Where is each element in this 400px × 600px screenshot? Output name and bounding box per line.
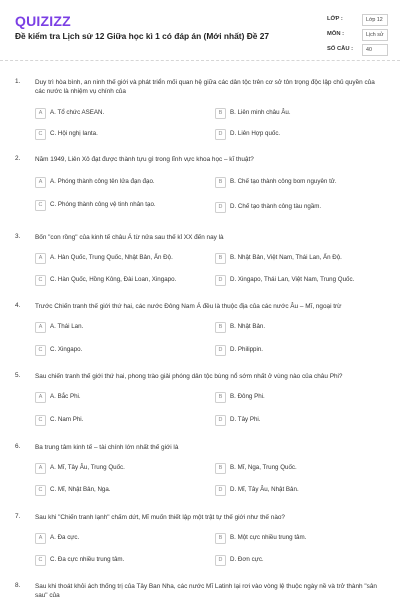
- option-text: C. Mĩ, Nhật Bản, Nga.: [50, 486, 111, 493]
- question-number: 6.: [15, 443, 21, 450]
- question-text: Sau khi "Chiến tranh lạnh" chấm dứt, Mĩ muốn thiết lập một trật tự thế giới như thế nào?: [35, 514, 285, 521]
- option-letter: B: [215, 463, 226, 474]
- option-text: D. Đơn cực.: [230, 556, 264, 563]
- meta-value-question-count: 40: [362, 44, 388, 56]
- option-text: D. Mĩ, Tây Âu, Nhật Bản.: [230, 486, 299, 493]
- meta-row-subject: [327, 29, 389, 44]
- option-letter: A: [35, 177, 46, 188]
- option-letter: A: [35, 533, 46, 544]
- meta-row-question-count: [327, 44, 389, 59]
- question-number: 7.: [15, 513, 21, 520]
- meta-label-class: LỚP :: [327, 16, 343, 22]
- question-text: Trước Chiến tranh thế giới thứ hai, các nước Đông Nam Á đều là thuộc địa của các nước Âu – Mĩ, ngoại trừ: [35, 303, 342, 310]
- option-letter: B: [215, 533, 226, 544]
- option-text: C. Xingapo.: [50, 346, 83, 353]
- meta-value-class: Lớp 12: [362, 14, 388, 26]
- option-text: B. Liên minh châu Âu.: [230, 109, 291, 116]
- option-text: B. Một cực nhiều trung tâm.: [230, 534, 307, 541]
- option-letter: C: [35, 275, 46, 286]
- question-number: 2.: [15, 155, 21, 162]
- option-letter: B: [215, 322, 226, 333]
- option-letter: C: [35, 200, 46, 211]
- option-letter: C: [35, 129, 46, 140]
- option-text: D. Chế tạo thành công tàu ngầm.: [230, 203, 322, 210]
- question-text: Năm 1949, Liên Xô đạt được thành tựu gì trong lĩnh vực khoa học – kĩ thuật?: [35, 156, 254, 163]
- option-letter: A: [35, 253, 46, 264]
- worksheet-meta: [327, 14, 389, 59]
- question-number: 5.: [15, 372, 21, 379]
- option-text: C. Phóng thành công vệ tinh nhân tạo.: [50, 201, 156, 208]
- question-text: Sau khi thoát khỏi ách thống trị của Tây Ban Nha, các nước Mĩ Latinh lại rơi vào vòng lệ thuộc ngày nề và trở thành "sân sau" của: [35, 583, 377, 599]
- option-text: A. Bắc Phi.: [50, 393, 81, 400]
- option-text: A. Thái Lan.: [50, 323, 84, 330]
- option-text: A. Mĩ, Tây Âu, Trung Quốc.: [50, 464, 125, 471]
- quizizz-logo: QUIZIZZ: [15, 13, 71, 29]
- question-text: Ba trung tâm kinh tế – tài chính lớn nhất thế giới là: [35, 444, 179, 451]
- option-text: D. Liên Hợp quốc.: [230, 130, 281, 137]
- question-number: 8.: [15, 582, 21, 589]
- meta-label-subject: MÔN :: [327, 31, 345, 37]
- option-letter: D: [215, 202, 226, 213]
- option-letter: D: [215, 275, 226, 286]
- option-letter: C: [35, 485, 46, 496]
- option-text: D. Tây Phi.: [230, 416, 261, 423]
- meta-row-class: [327, 14, 389, 29]
- option-letter: B: [215, 392, 226, 403]
- option-letter: C: [35, 415, 46, 426]
- option-letter: D: [215, 415, 226, 426]
- option-text: B. Mĩ, Nga, Trung Quốc.: [230, 464, 297, 471]
- meta-label-question-count: SỐ CÂU :: [327, 46, 354, 52]
- option-text: C. Nam Phi.: [50, 416, 84, 423]
- option-letter: C: [35, 345, 46, 356]
- option-text: B. Chế tạo thành công bom nguyên tử.: [230, 178, 337, 185]
- option-text: C. Hàn Quốc, Hồng Kông, Đài Loan, Xingapo.: [50, 276, 177, 283]
- option-text: C. Đa cực nhiều trung tâm.: [50, 556, 125, 563]
- option-letter: B: [215, 253, 226, 264]
- option-text: B. Đông Phi.: [230, 393, 265, 400]
- option-letter: A: [35, 463, 46, 474]
- header-divider: [0, 60, 400, 61]
- option-letter: D: [215, 555, 226, 566]
- option-letter: A: [35, 108, 46, 119]
- option-text: A. Tổ chức ASEAN.: [50, 109, 105, 116]
- option-letter: D: [215, 485, 226, 496]
- question-number: 4.: [15, 302, 21, 309]
- option-letter: A: [35, 392, 46, 403]
- option-text: A. Đa cực.: [50, 534, 80, 541]
- option-text: B. Nhật Bản, Việt Nam, Thái Lan, Ấn Độ.: [230, 254, 342, 261]
- option-text: D. Xingapo, Thái Lan, Việt Nam, Trung Quốc.: [230, 276, 355, 283]
- option-text: B. Nhật Bản.: [230, 323, 266, 330]
- option-text: A. Hàn Quốc, Trung Quốc, Nhật Bản, Ấn Độ.: [50, 254, 173, 261]
- option-text: C. Hội nghị Ianta.: [50, 130, 98, 137]
- option-text: D. Philippin.: [230, 346, 264, 353]
- option-letter: A: [35, 322, 46, 333]
- document-title: Đề kiểm tra Lịch sử 12 Giữa học kì 1 có đáp án (Mới nhất) Đề 27: [15, 31, 270, 41]
- question-number: 1.: [15, 78, 21, 85]
- option-letter: D: [215, 129, 226, 140]
- question-text: Duy trì hòa bình, an ninh thế giới và phát triển mối quan hệ giữa các dân tộc trên cơ sở tôn trọng độc lập chủ quyền của các nước là nhiệm vụ chính của: [35, 79, 375, 95]
- option-letter: B: [215, 108, 226, 119]
- question-text: Sau chiến tranh thế giới thứ hai, phong trào giải phóng dân tộc bùng nổ sớm nhất ở vùng nào của châu Phi?: [35, 373, 343, 380]
- option-letter: D: [215, 345, 226, 356]
- meta-value-subject: Lịch sử: [362, 29, 388, 41]
- option-letter: B: [215, 177, 226, 188]
- question-text: Bốn "con rồng" của kinh tế châu Á từ nửa sau thế kỉ XX đến nay là: [35, 234, 224, 241]
- option-text: A. Phóng thành công tên lửa đạn đạo.: [50, 178, 155, 185]
- option-letter: C: [35, 555, 46, 566]
- question-number: 3.: [15, 233, 21, 240]
